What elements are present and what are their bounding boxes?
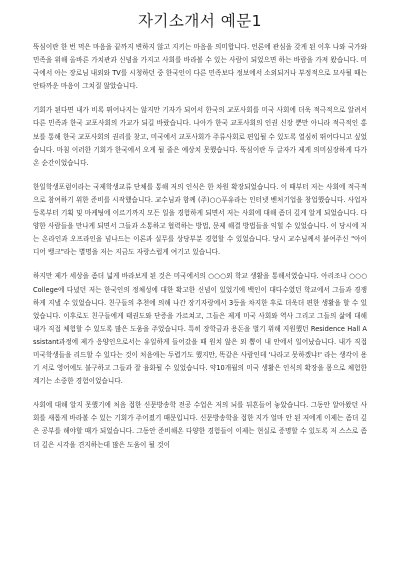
paragraph-5: 사회에 대해 알지 못했기에 처음 접한 신문방송학 전공 수업은 저의 뇌를 뒤흔들어 놓았습니다. 그동안 알아왔던 사회를 새롭게 바라볼 수 있는 기회가 주어졌기 때문입니다. 신문방송학을 접한 지가 얼마 안 된 저에게 이제는 좀더 깊은 공부를 해야할 때가 되었습니다. 그동안 준비해온 다양한 경험들이 이제는 현실로 증명할 수 있도록 저 스스로 좀더 깊은 시각을 견지하는데 많은 도움이 될 것이 [33,401,367,449]
paragraph-3: 한일학생포럼이라는 국제학생교류 단체를 통해 저의 인식은 한 차원 확장되었습니다. 이 때부터 저는 사회에 적극적으로 참여하기 위한 준비를 시작했습니다. 교수님과 함께 (주)○○푸유라는 인터넷 벤처기업을 창업했습니다. 사업자등록부터 기획 및 마케팅에 이르기까지 모든 일을 경험하게 되면서 저는 사회에 대해 좀더 깊게 알게 되었습니다. 다양한 사람들을 만나게 되면서 그들과 소통하고 협력하는 방법, 문제 해결 방법들을 익힐 수 있었습니다. 이 당시에 저는 온라인과 오프라인을 넘나드는 이론과 실무를 상당부분 경험할 수 있었습니다. 당시 교수님께서 붙여주신 "아이디어 뱅크"라는 별명을 저는 지금도 자랑스럽게 여기고 있습니다. [33,182,367,257]
paragraph-2: 기회가 된다면 내가 비록 뛰어나지는 않지만 기자가 되어서 한국의 교포사회를 미국 사회에 더욱 적극적으로 알려서 다른 민족과 한국 교포사회의 가교가 되길 바랐습니다. 나아가 한국 교포사회의 인권 신장 뿐만 아니라 적극적인 홍보를 통해 한국 교포사회의 권리를 찾고, 미국에서 교포사회가 주류사회로 편입될 수 있도록 열심히 뛰어다니고 싶었습니다. 마침 이러한 기회가 한국에서 오게 될 줄은 예상치 못했습니다. 뚝심이란 두 글자가 제게 의미심장하게 다가온 순간이었습니다. [33,106,368,167]
document-title: 자기소개서 예문1 [137,12,263,30]
paragraph-1: 뚝심이란 한 번 먹은 마음을 끝까지 변하지 않고 지키는 마음을 의미합니다. 언론에 관심을 갖게 된 이후 나와 국가와 민족을 위해 올바른 가치관과 신념을 가지고 사회를 바라볼 수 있는 사람이 되었으면 하는 바람을 가져 왔습니다. 미국에서 아는 장로님 내외와 TV를 시청하던 중 한국인이 다른 민족보다 정보에서 소외되거나 부정적으로 묘사될 때는 안타까운 마음이 그치질 않았습니다. [33,43,367,91]
paragraph-4: 하지만 제가 세상을 좀더 넓게 바라보게 된 것은 미국에서의 ○○○외 학교 생활을 통해서였습니다. 아리조나 ○○○ College에 다녔던 저는 한국인의 정체성에 대한 확고한 신념이 있었기에 백인이 대다수였던 학교에서 그들과 경쟁하게 지낼 수 있었습니다. 친구들의 추천에 의해 나간 장기자랑에서 3등을 차지한 후로 더욱더 편한 생활을 할 수 있었습니다. 이후로도 친구들에게 태권도와 단증을 가르쳐고, 그들은 제게 미국 사회와 역사 그리고 그들의 삶에 대해 내가 직접 체험할 수 있도록 많은 도움을 주었습니다. 특히 장학금과 용돈을 벌기 위해 지원했던 Residence Hall Assistant과정에 제가 응양인으로서는 유일하게 들어갔을 때 원치 않은 외 뽑이 내 안에서 일어났습니다. 내가 직접 미국학생들을 리드할 수 있다는 것이 처음에는 두렵기도 했지만, 똑같은 사람인데 '나라고 못하겠냐!' 라는 생각이 용기 서로 영어에도 불구하고 그들과 잘 융화될 수 있었습니다. 약10개월의 미국 생활은 인식의 확장을 몸으로 체험한 계기는 소중한 경험이었습니다. [33,272,367,386]
